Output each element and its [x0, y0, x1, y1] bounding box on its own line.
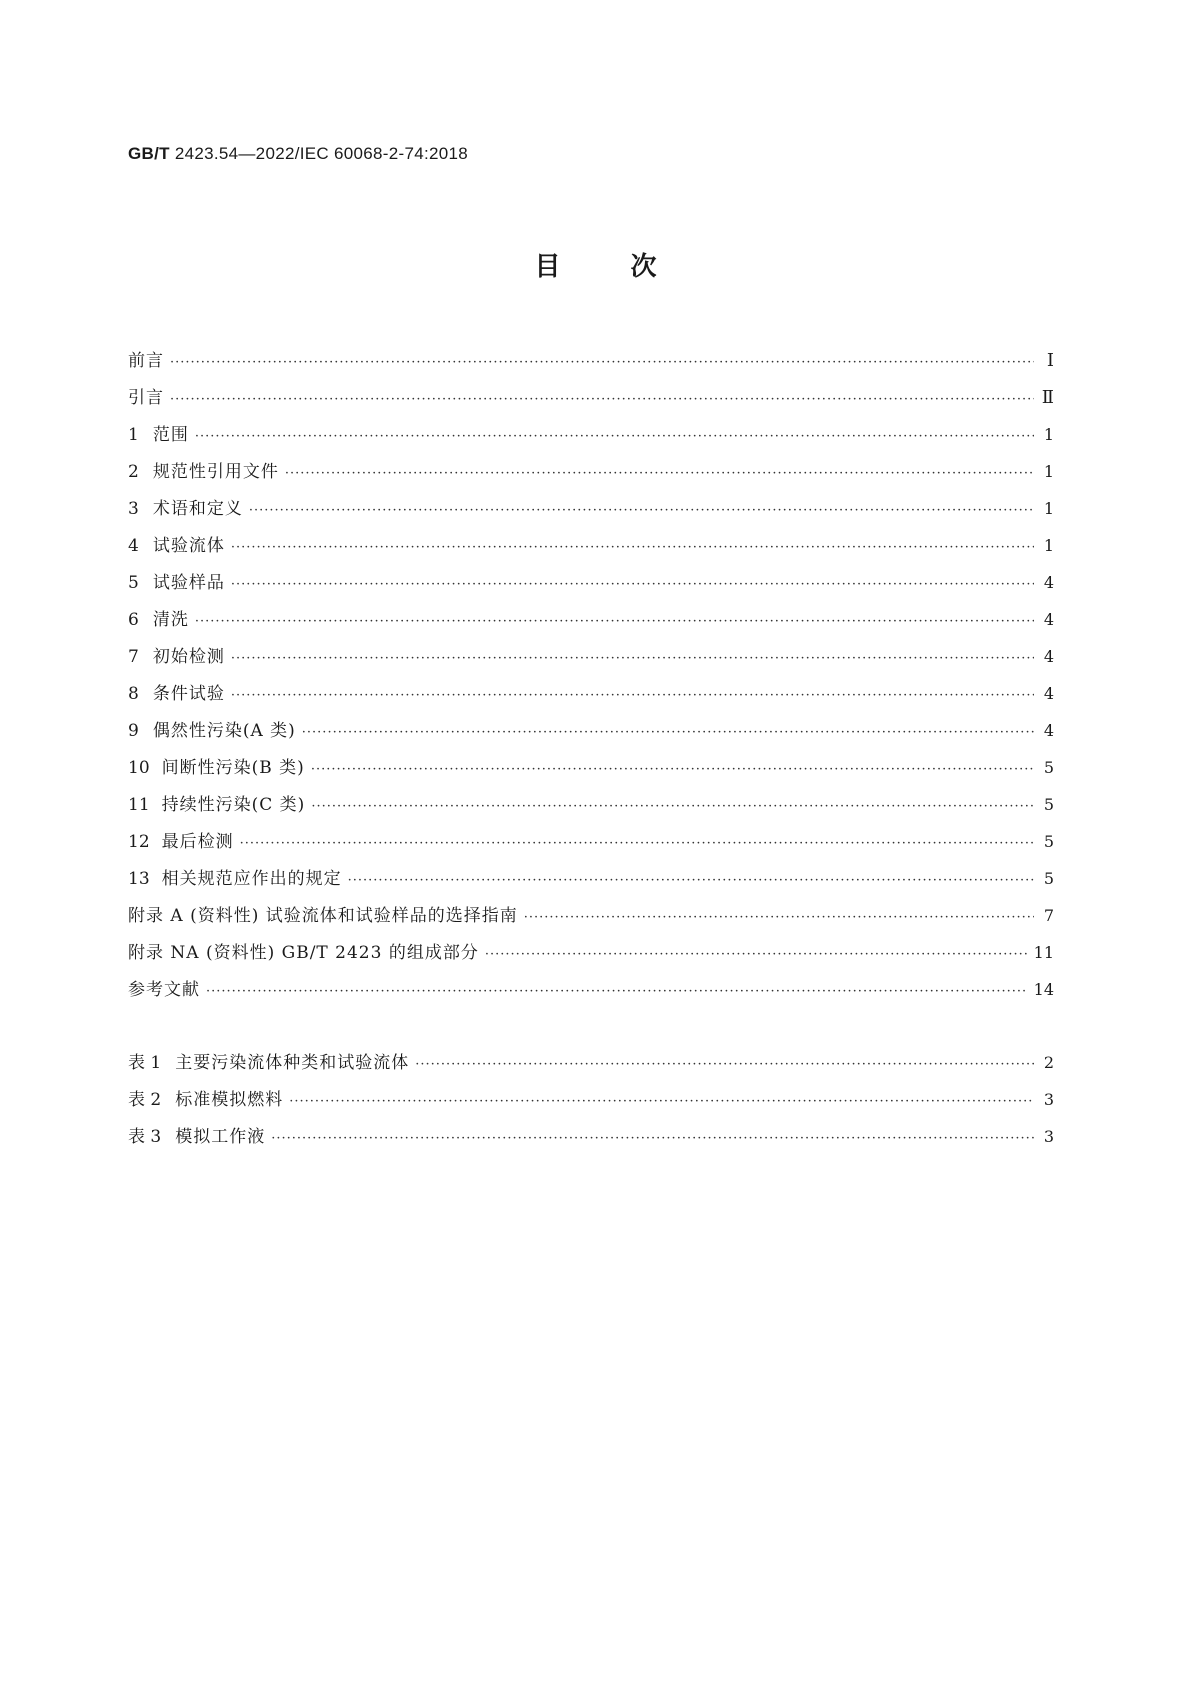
toc-entry-title: 相关规范应作出的规定 — [161, 869, 342, 889]
toc-title — [0, 246, 1191, 283]
toc-entry-number: 12 — [128, 832, 150, 852]
toc-table-page: 3 — [1043, 1090, 1054, 1109]
toc-leader-dots — [285, 455, 1034, 492]
toc-entry-title: 条件试验 — [152, 684, 225, 704]
toc-entry-title: 持续性污染(C 类) — [161, 795, 306, 815]
toc-leader-dots — [170, 344, 1034, 381]
toc-leader-dots — [195, 418, 1034, 455]
toc-entry[interactable] — [128, 786, 1054, 823]
toc-title-char-2: 次 — [630, 252, 657, 282]
toc-entry-page: 4 — [1043, 647, 1054, 666]
toc-leader-dots — [249, 492, 1034, 529]
toc-entry-label — [128, 713, 296, 750]
toc-entry-label — [128, 935, 479, 972]
toc-entry-label — [128, 972, 200, 1009]
toc-entry-page: 1 — [1043, 536, 1054, 555]
toc-table-title: 标准模拟燃料 — [175, 1090, 284, 1110]
toc-entry-title: 最后检测 — [161, 832, 234, 852]
toc-entry-title: 试验样品 — [152, 573, 225, 593]
toc-leader-dots — [231, 566, 1034, 603]
toc-entry[interactable] — [128, 453, 1054, 490]
toc-entry-title: 规范性引用文件 — [152, 462, 279, 482]
toc-title-char-1: 目 — [534, 252, 561, 282]
toc-entry-number: 11 — [128, 795, 150, 815]
toc-leader-dots — [302, 714, 1034, 751]
toc-entry-label — [128, 861, 342, 898]
toc-leader-dots — [231, 640, 1034, 677]
toc-entry-label — [128, 565, 225, 602]
toc-table-entry[interactable] — [128, 1044, 1054, 1081]
toc-entry[interactable] — [128, 379, 1054, 416]
toc-table-page: 2 — [1043, 1053, 1054, 1072]
toc-entry[interactable] — [128, 897, 1054, 934]
toc-leader-dots — [240, 825, 1034, 862]
toc-entry-number: 5 — [128, 573, 139, 593]
toc-leader-dots — [289, 1083, 1034, 1120]
toc-entry[interactable] — [128, 675, 1054, 712]
toc-entry[interactable] — [128, 934, 1054, 971]
toc-leader-dots — [231, 677, 1034, 714]
toc-table-entry[interactable] — [128, 1081, 1054, 1118]
toc-leader-dots — [271, 1120, 1034, 1157]
toc-table-label — [128, 1045, 409, 1082]
toc-entry[interactable] — [128, 860, 1054, 897]
toc-entry-label — [128, 824, 234, 861]
standard-number — [128, 144, 468, 164]
toc-entry-label — [128, 787, 305, 824]
toc-entry-page: 5 — [1043, 758, 1054, 777]
toc-leader-dots — [485, 936, 1028, 973]
toc-entry-number: 2 — [128, 462, 139, 482]
toc-entry-number: 6 — [128, 610, 139, 630]
toc-table-number: 表 3 — [128, 1127, 162, 1147]
toc-entry-title: 附录 A (资料性) 试验流体和试验样品的选择指南 — [128, 906, 518, 926]
toc-leader-dots — [170, 381, 1034, 418]
toc-entry[interactable] — [128, 823, 1054, 860]
toc-entry-title: 引言 — [128, 388, 164, 408]
toc-entry[interactable] — [128, 490, 1054, 527]
toc-table-number: 表 2 — [128, 1090, 162, 1110]
toc-entry-label — [128, 454, 279, 491]
toc-entry-title: 偶然性污染(A 类) — [152, 721, 296, 741]
toc-leader-dots — [231, 529, 1034, 566]
toc-entry-number: 9 — [128, 721, 139, 741]
toc-entry-label — [128, 380, 164, 417]
toc-entry-label — [128, 491, 243, 528]
toc-table-title: 模拟工作液 — [175, 1127, 266, 1147]
toc-leader-dots — [524, 899, 1034, 936]
toc-entry-label — [128, 528, 225, 565]
toc-entry-page: 1 — [1043, 462, 1054, 481]
toc-entry-page: 14 — [1033, 980, 1054, 999]
toc-leader-dots — [415, 1046, 1034, 1083]
toc-leader-dots — [195, 603, 1034, 640]
toc-entry[interactable] — [128, 712, 1054, 749]
toc-entry-title: 范围 — [152, 425, 189, 445]
standard-number-rest: 2423.54—2022/IEC 60068-2-74:2018 — [169, 144, 468, 163]
toc-entry-page: 4 — [1043, 721, 1054, 740]
toc-entry-title: 术语和定义 — [152, 499, 243, 519]
toc-entry-page: 5 — [1043, 869, 1054, 888]
toc-table-label — [128, 1082, 283, 1119]
toc-entry-page: 4 — [1043, 573, 1054, 592]
toc-entry-title: 前言 — [128, 351, 164, 371]
toc-leader-dots — [206, 973, 1028, 1010]
toc-entry[interactable] — [128, 971, 1054, 1008]
toc-entry-label — [128, 417, 189, 454]
toc-entry-title: 试验流体 — [152, 536, 225, 556]
toc-entry-page: Ⅰ — [1046, 350, 1054, 371]
toc-entry-number: 8 — [128, 684, 139, 704]
toc-entry[interactable] — [128, 601, 1054, 638]
toc-table-entry[interactable] — [128, 1118, 1054, 1155]
toc-tables-list — [128, 1044, 1054, 1155]
toc-entry[interactable] — [128, 342, 1054, 379]
toc-table-label — [128, 1119, 265, 1156]
toc-entry-title: 附录 NA (资料性) GB/T 2423 的组成部分 — [128, 943, 479, 963]
toc-entry-page: 11 — [1033, 943, 1054, 962]
toc-table-number: 表 1 — [128, 1053, 162, 1073]
toc-entry-label — [128, 750, 305, 787]
toc-entry-page: 5 — [1043, 795, 1054, 814]
toc-entry-number: 1 — [128, 425, 139, 445]
toc-entry-number: 10 — [128, 758, 150, 778]
toc-entry-page: 1 — [1043, 425, 1054, 444]
toc-table-page: 3 — [1043, 1127, 1054, 1146]
toc-entry[interactable] — [128, 749, 1054, 786]
toc-entry-page: 7 — [1043, 906, 1054, 925]
toc-entry-page: 4 — [1043, 610, 1054, 629]
toc-entry-page: 4 — [1043, 684, 1054, 703]
toc-entry-title: 间断性污染(B 类) — [161, 758, 305, 778]
toc-entry-number: 13 — [128, 869, 150, 889]
standard-number-prefix: GB/T — [128, 144, 170, 163]
toc-entry-number: 3 — [128, 499, 139, 519]
toc-entry[interactable] — [128, 564, 1054, 601]
toc-table-title: 主要污染流体种类和试验流体 — [175, 1053, 410, 1073]
toc-entry[interactable] — [128, 416, 1054, 453]
toc-entry-page: Ⅱ — [1041, 387, 1054, 408]
toc-entry-title: 初始检测 — [152, 647, 225, 667]
toc-entry-label — [128, 343, 164, 380]
toc-leader-dots — [311, 788, 1034, 825]
toc-entry-label — [128, 676, 225, 713]
toc-entry-page: 5 — [1043, 832, 1054, 851]
toc-entry-number: 4 — [128, 536, 139, 556]
toc-leader-dots — [348, 862, 1034, 899]
toc-entry-title: 参考文献 — [128, 980, 200, 1000]
toc-leader-dots — [311, 751, 1034, 788]
toc-entry-label — [128, 898, 518, 935]
toc-main-list — [128, 342, 1054, 1008]
toc-entry[interactable] — [128, 527, 1054, 564]
toc-entry[interactable] — [128, 638, 1054, 675]
toc-entry-label — [128, 602, 189, 639]
toc-entry-number: 7 — [128, 647, 139, 667]
toc-entry-label — [128, 639, 225, 676]
toc-entry-title: 清洗 — [152, 610, 189, 630]
toc-entry-page: 1 — [1043, 499, 1054, 518]
